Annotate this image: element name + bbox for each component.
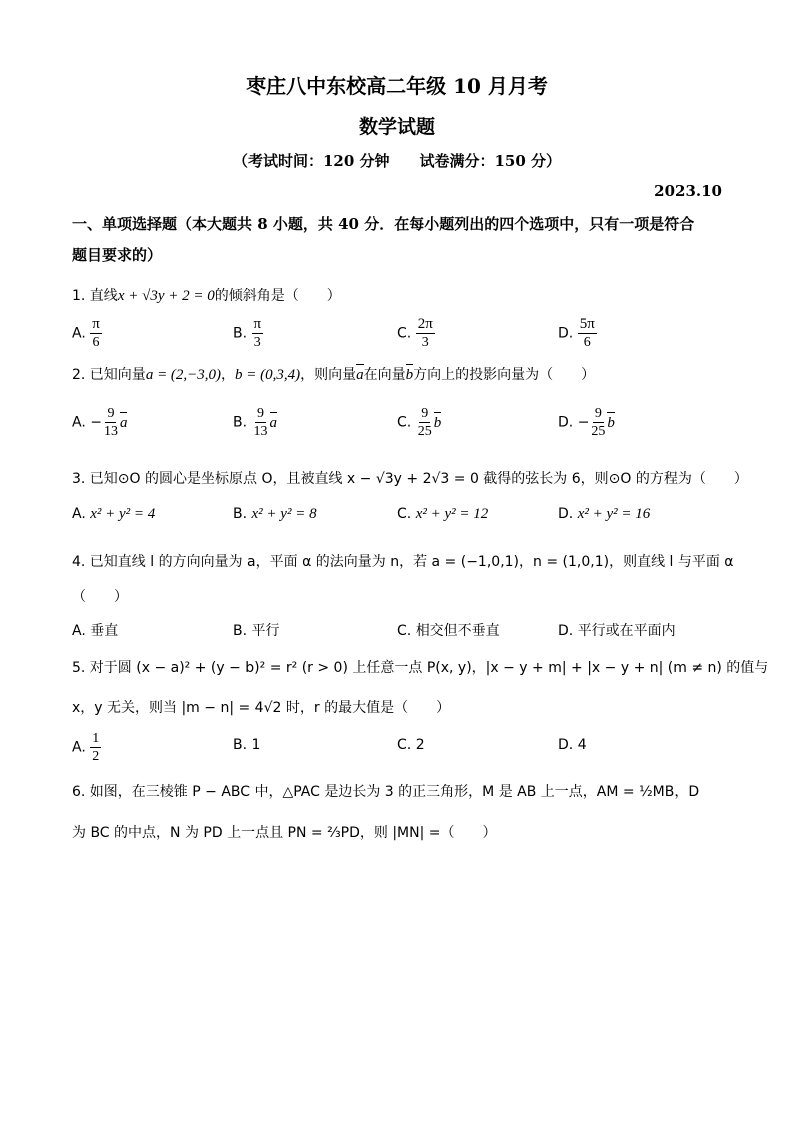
q3-option-d[interactable] (558, 506, 650, 523)
subject-title: 数学试题 (358, 116, 435, 138)
option-fraction: $\frac{9}{25}$ (591, 406, 606, 439)
q4-option-c[interactable] (397, 620, 500, 640)
option-text: 相交但不垂直 (415, 623, 500, 639)
option-label: A. (72, 414, 86, 431)
option-sign: − (90, 414, 102, 431)
question-5-line2: x，y 无关，则当 |m − n| = 4√2 时，r 的最大值是（ ） (72, 700, 451, 716)
option-expression: x² + y² = 16 (577, 506, 651, 522)
option-text: 2 (415, 737, 425, 753)
option-label: D. (558, 623, 574, 639)
question-3: 3. 已知⊙O 的圆心是坐标原点 O，且被直线 x − √3y + 2√3 = 0 截得的弦长为 6，则⊙O 的方程为（ ） (72, 471, 748, 487)
section-heading-line2: 题目要求的） (72, 246, 163, 264)
option-fraction: $\frac{\pi}{6}$ (92, 316, 100, 350)
q2-text: 2. 已知向量 (72, 367, 146, 383)
option-label: C. (397, 414, 412, 431)
option-vector: b (607, 414, 615, 431)
option-label: D. (558, 506, 574, 522)
option-sign: − (577, 414, 590, 431)
q3-option-c[interactable] (397, 506, 488, 523)
q2-vector-a: a = (2,−3,0) (145, 367, 222, 383)
option-text: 平行或在平面内 (577, 623, 676, 639)
question-1 (72, 285, 341, 305)
question-6-line2: 为 BC 的中点，N 为 PD 上一点且 PN = ⅔PD，则 |MN| =（ ） (72, 825, 497, 841)
question-2 (72, 364, 595, 384)
q2-option-d[interactable] (558, 405, 615, 440)
option-label: C. (397, 737, 412, 753)
option-label: A. (72, 623, 86, 639)
q3-option-b[interactable] (233, 506, 317, 523)
question-4-line1: 4. 已知直线 l 的方向向量为 a，平面 α 的法向量为 n，若 a = (−1,0,1)，n = (1,0,1)，则直线 l 与平面 α (72, 554, 734, 570)
option-expression: x² + y² = 8 (251, 506, 317, 522)
option-fraction: $\frac{9}{13}$ (103, 406, 118, 439)
q1-option-a[interactable] (72, 316, 102, 351)
option-text: 4 (577, 737, 587, 753)
option-label: B. (233, 506, 248, 522)
option-fraction: $\frac{5\pi}{6}$ (579, 316, 595, 350)
q5-option-b[interactable] (233, 737, 260, 753)
question-4-line2: （ ） (72, 589, 128, 605)
option-label: B. (233, 737, 248, 753)
option-label: A. (72, 739, 86, 756)
option-label: B. (233, 414, 248, 431)
q1-tail: 的倾斜角是（ ） (214, 288, 341, 304)
option-label: C. (397, 325, 412, 342)
q2-vector-b: b = (0,3,4) (235, 367, 301, 383)
q2-vector-b-ref: b (405, 367, 414, 383)
option-text: 1 (251, 737, 261, 753)
q2-option-a[interactable] (72, 405, 127, 440)
q4-option-d[interactable] (558, 620, 676, 640)
option-fraction: $\frac{2\pi}{3}$ (417, 316, 433, 350)
q5-option-d[interactable] (558, 737, 587, 753)
option-expression: x² + y² = 4 (90, 506, 156, 522)
exam-title: 枣庄八中东校高二年级 10 月月考 (246, 74, 548, 98)
q1-option-c[interactable] (397, 316, 435, 351)
exam-date: 2023.10 (654, 182, 722, 200)
section-heading-line1: 一、单项选择题（本大题共 8 小题，共 40 分．在每小题列出的四个选项中，只有一项是符合 (72, 215, 695, 233)
q2-text: ， (221, 367, 236, 383)
q4-option-b[interactable] (233, 620, 280, 640)
option-label: D. (558, 325, 574, 342)
q2-text: 在向量 (363, 367, 406, 383)
q2-option-b[interactable] (233, 405, 277, 440)
option-fraction: $\frac{9}{25}$ (417, 406, 432, 439)
option-label: D. (558, 737, 574, 753)
question-6-line1: 6. 如图，在三棱锥 P − ABC 中，△PAC 是边长为 3 的正三角形，M 是 AB 上一点，AM = ½MB，D (72, 784, 700, 800)
q1-prefix: 1. 直线 (72, 288, 118, 304)
q1-option-d[interactable] (558, 316, 597, 351)
option-vector: b (433, 414, 442, 431)
exam-info: （考试时间：120 分钟 试卷满分：150 分） (232, 152, 562, 170)
option-text: 垂直 (90, 623, 119, 639)
q1-option-b[interactable] (233, 316, 263, 351)
option-fraction: $\frac{1}{2}$ (92, 731, 100, 764)
option-label: C. (397, 623, 412, 639)
option-label: A. (72, 506, 86, 522)
option-vector: a (269, 414, 278, 431)
q2-option-c[interactable] (397, 405, 441, 440)
option-vector: a (119, 414, 128, 431)
option-label: B. (233, 325, 248, 342)
q4-option-a[interactable] (72, 620, 118, 640)
option-label: B. (233, 623, 248, 639)
option-expression: x² + y² = 12 (415, 506, 489, 522)
q5-option-a[interactable] (72, 730, 101, 765)
q3-option-a[interactable] (72, 506, 155, 523)
option-fraction: $\frac{\pi}{3}$ (253, 316, 262, 350)
q5-option-c[interactable] (397, 737, 425, 753)
q2-vector-a-ref: a (356, 367, 364, 383)
option-fraction: $\frac{9}{13}$ (253, 406, 268, 439)
q1-expression: x + √3y + 2 = 0 (117, 288, 215, 304)
option-text: 平行 (251, 623, 280, 639)
option-label: A. (72, 325, 86, 342)
option-label: D. (558, 414, 574, 431)
question-5-line1: 5. 对于圆 (x − a)² + (y − b)² = r² (r > 0) 上任意一点 P(x, y)，|x − y + m| + |x − y + n| (m ≠ n) 的值与 (72, 660, 769, 676)
option-label: C. (397, 506, 412, 522)
q2-text: 方向上的投影向量为（ ） (413, 367, 596, 383)
q2-text: ，则向量 (300, 367, 357, 383)
